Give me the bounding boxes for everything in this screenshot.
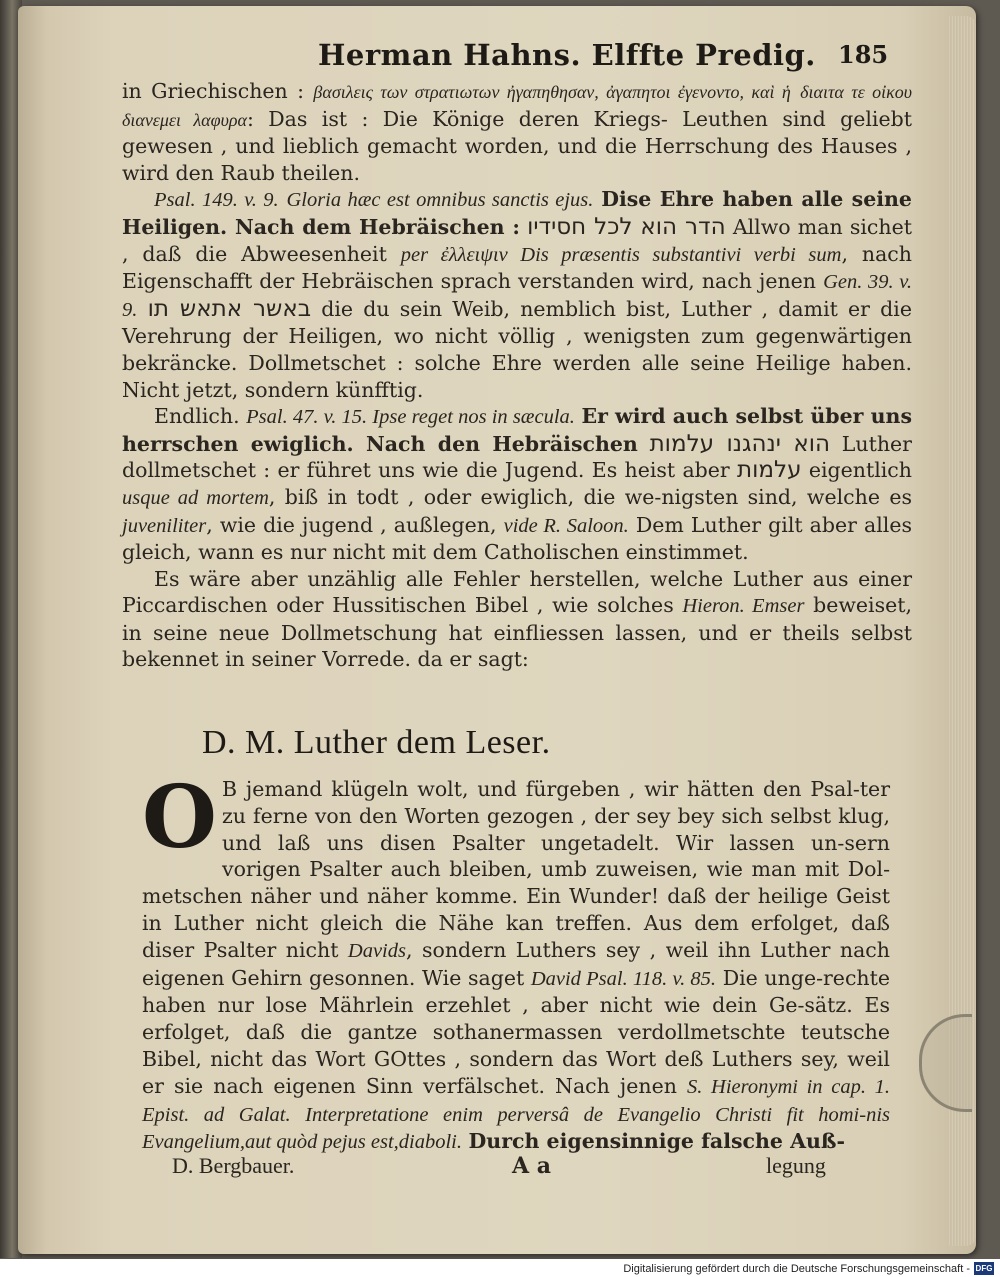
- text-span: Leuthen sind geliebt gewesen , und lieblich gemacht worden, und die: [122, 106, 912, 159]
- text-span: Dem Luther gilt aber alles gleich, wann es nur nicht mit dem Catholischen einstimmet.: [122, 512, 912, 565]
- text-span: Er wird auch selbst über uns herrschen ewiglich. Nach den Hebräischen: [122, 404, 912, 456]
- dfg-logo: DFG: [975, 1264, 993, 1273]
- latin-quote: Gloria hæc est omnibus sanctis ejus.: [286, 189, 594, 212]
- citation: Hieron. Emser: [682, 595, 805, 618]
- citation: Gen. 39. v. 9.: [122, 271, 912, 321]
- footer-author: D. Bergbauer.: [172, 1153, 295, 1178]
- text-span: die du sein Weib, nemblich bist, Luther , damit er die Verehrung der Heiligen, wo nicht völlig , wenigsten zum gegenwärtigen bekräncke. Dollmetschet : solche Ehre werden alle seine Heilige haben. Nicht jetzt, sondern künfftig.: [122, 296, 912, 402]
- funding-credit: Digitalisierung gefördert durch die Deutsche Forschungsgemeinschaft -: [623, 1263, 970, 1275]
- text-span: Endlich.: [154, 404, 240, 429]
- text-span: : Das ist : Die Könige deren Kriegs-: [246, 106, 668, 131]
- paragraph-1: [122, 78, 912, 186]
- text-span: Es wäre aber unzählig alle Fehler herstellen, welche Luther aus einer Piccardischen oder Hussitischen Bibel , wie solches: [122, 566, 912, 618]
- header-title: Herman Hahns. Elffte Predig.: [318, 38, 816, 72]
- section-heading: D. M. Luther dem Leser.: [202, 724, 551, 761]
- text-span: Durch eigensinnige falsche Auß-: [468, 1129, 845, 1154]
- text-span: , sondern Luthers sey , weil ihn Luther nach eigenen Gehirn gesonnen. Wie saget: [142, 937, 890, 990]
- latin-quote: usque ad mortem: [122, 486, 269, 509]
- preface-text: [142, 767, 890, 1156]
- credit-bar: [0, 1259, 1000, 1277]
- text-span: Luther dollmetschet : er führet uns wie die Jugend. Es heist aber: [122, 431, 912, 483]
- text-span: B jemand klügeln wolt, und fürgeben , wir hätten den Psal-ter zu ferne von den Worten gezogen , der sey bey sich selbst klug, und laß uns disen Psalter ungetadelt. Wir lassen un-sern vorigen Psalter auch bleiben, umb zuweisen, wie man mit Dol-metschen näher und näher komme. Ein Wunder! daß der heilige Geist in Luther nicht gleich die Nähe kan treffen. Aus dem erfolget, daß diser Psalter nicht: [142, 777, 890, 962]
- running-header: [18, 34, 976, 74]
- latin-name: Davids: [347, 939, 406, 962]
- latin-quote: juveniliter: [122, 514, 207, 537]
- book-page: [18, 6, 976, 1254]
- text-span: , wie die jugend , außlegen,: [206, 512, 497, 537]
- latin-quote: Psal. 47. v. 15. Ipse reget nos in sæcula.: [246, 406, 575, 429]
- citation: vide R. Saloon.: [503, 514, 629, 537]
- hebrew-quote: הוא ינהגנו עלמות: [649, 430, 831, 457]
- paragraph-3: [122, 403, 912, 566]
- text-span: eigentlich: [808, 458, 912, 483]
- greek-quote: βασιλεις των στρατιωτων ἠγαπηθησαν, ἀγαπητοι ἐγενοντο, καὶ ἡ: [313, 82, 791, 102]
- decorated-initial: O: [142, 767, 217, 868]
- text-span: , nach Eigenschafft der Hebräischen sprach verstanden wird, nach jenen: [122, 241, 912, 294]
- hebrew-quote: עלמות: [737, 457, 802, 484]
- text-span: Dise Ehre haben alle seine Heiligen. Nach dem Hebräischen :: [122, 187, 912, 239]
- citation: Psal. 149. v. 9.: [154, 189, 279, 212]
- text-span: Allwo man sichet , daß die Abweesenheit: [122, 214, 912, 266]
- text-span: beweiset, in seine neue Dollmetschung hat einfliessen lassen, und er theils selbst bekennet in seiner Vorrede. da er sagt:: [122, 593, 912, 672]
- greek-quote: διαιτα τε οἰκου διανεμει λαφυρα: [122, 82, 912, 130]
- page-clip: [919, 1014, 972, 1112]
- text-span: Herrschung des Hauses , wird den Raub theilen.: [122, 134, 913, 185]
- hebrew-quote: הדר הוא לכל חסידיו: [527, 213, 726, 240]
- text-span: Die unge-rechte haben nur lose Mährlein erzehlet , aber nicht wie dein Ge-sätz. Es erfolget, daß die gantze sothanermassen verdollmetschte teutsche Bibel, nicht das Wort GOttes , sondern das Wort deß Luthers sey, weil er sie nach eigenen Sinn verfälschet. Nach jenen: [142, 965, 890, 1098]
- page-number: 185: [838, 40, 889, 69]
- latin-quote: per ἐλλειψιν Dis præsentis substantivi verbi sum: [400, 243, 842, 266]
- text-span: , biß in todt , oder ewiglich, die we-nigsten sind, welche es: [268, 484, 912, 509]
- paragraph-4: [122, 566, 912, 673]
- catchword: legung: [766, 1153, 826, 1178]
- paragraph-2: [122, 186, 912, 403]
- citation: David Psal. 118. v. 85.: [530, 967, 717, 990]
- page-footer: [18, 1153, 976, 1183]
- main-text: [122, 78, 912, 673]
- latin-quote: S. Hieronymi in cap. 1. Epist. ad Galat. Interpretatione enim perversâ de Evangelio Christi fit homi-nis Evangelium,aut quòd pejus est,diaboli.: [142, 1075, 890, 1154]
- signature-mark: A a: [512, 1153, 551, 1179]
- text-span: in Griechischen :: [122, 79, 305, 103]
- hebrew-quote: באשר אתאש תו: [147, 295, 312, 322]
